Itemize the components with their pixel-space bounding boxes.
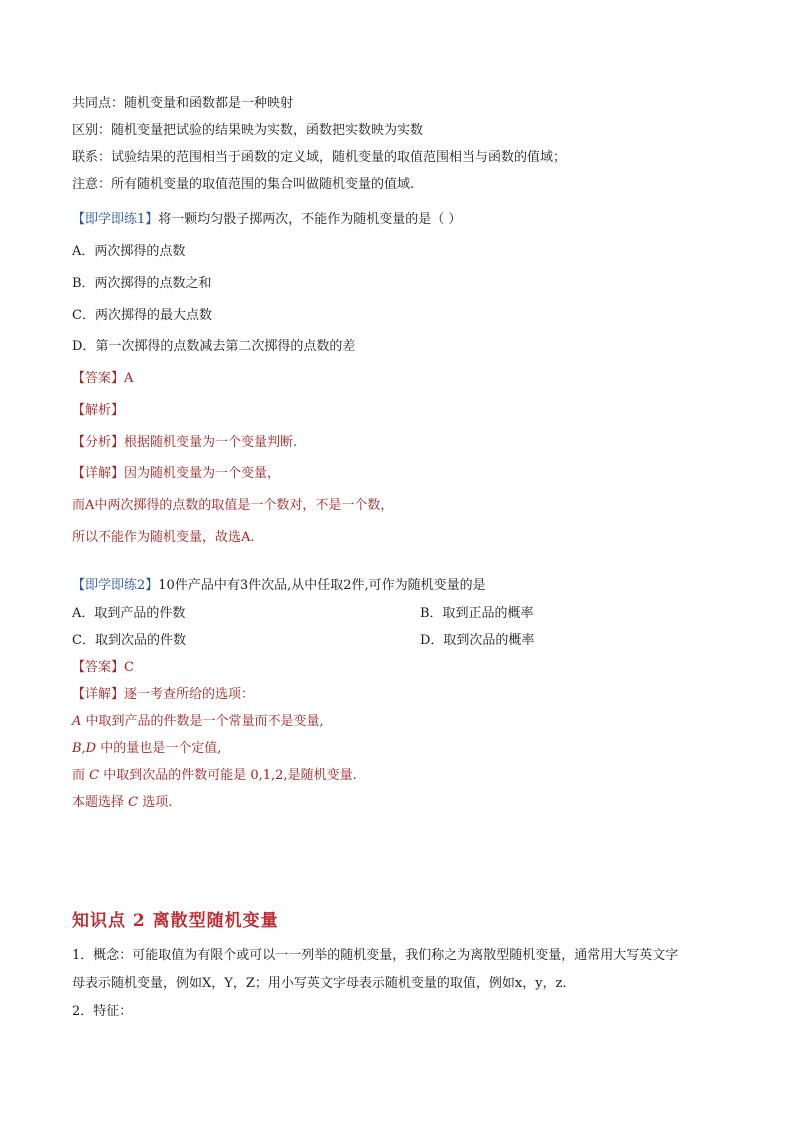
ex2-option-a: A．取到产品的件数: [72, 606, 186, 621]
ex2-line1-var: A: [72, 714, 82, 729]
section-para1a: 1．概念：可能取值为有限个或可以一一列举的随机变量，我们称之为离散型随机变量，通常用大写英文字: [72, 948, 679, 963]
section-para1b: 母表示随机变量，例如X，Y，Z；用小写英文字母表示随机变量的取值，例如x，y，z.: [72, 976, 567, 991]
compare-link: 联系：试验结果的范围相当于函数的定义域，随机变量的取值范围相当与函数的值域；: [72, 150, 567, 165]
ex1-option-b: B．两次掷得的点数之和: [72, 276, 212, 291]
ex2-line2-rest: 中的量也是一个定值,: [96, 741, 222, 756]
compare-diff: 区别：随机变量把试验的结果映为实数，函数把实数映为实数: [72, 123, 424, 138]
ex2-line4-rest: 选项.: [138, 795, 173, 810]
ex2-answer-tag: 【答案】: [72, 660, 125, 675]
ex1-option-c: C．两次掷得的最大点数: [72, 308, 212, 323]
ex2-tag: 【即学即练2】: [72, 578, 159, 593]
ex1-question: 将一颗均匀骰子掷两次，不能作为随机变量的是（ ）: [158, 212, 462, 227]
ex1-analysis-line: [72, 435, 297, 451]
ex1-analysis-tag: 【分析】: [72, 435, 125, 450]
ex2-option-b: B．取到正品的概率: [420, 606, 534, 621]
ex1-detail: 因为随机变量为一个变量，: [124, 466, 281, 481]
ex2-detail-line: [72, 687, 254, 703]
ex2-detail: 逐一考查所给的选项：: [124, 687, 255, 702]
ex2-detail-tag: 【详解】: [72, 687, 125, 702]
ex1-option-d: D．第一次掷得的点数减去第二次掷得的点数的差: [72, 339, 356, 354]
ex1-detail3: 所以不能作为随机变量，故选A.: [72, 530, 255, 545]
ex2-line4-var: C: [128, 795, 139, 810]
ex2-line1-rest: 中取到产品的件数是一个常量而不是变量,: [81, 714, 324, 729]
ex1-detail2: 而A中两次掷得的点数的取值是一个数对，不是一个数，: [72, 498, 394, 513]
compare-same: 共同点：随机变量和函数都是一种映射: [72, 96, 294, 111]
ex1-answer-line: [72, 371, 133, 387]
section-para2: 2．特征：: [72, 1004, 133, 1019]
ex2-line3-pre: 而: [72, 768, 90, 783]
ex2-detail-line2: [72, 741, 221, 757]
ex2-line2-var: B,D: [72, 741, 97, 756]
ex2-options-row1: [72, 606, 732, 622]
ex1-tag: 【即学即练1】: [72, 212, 159, 227]
section-heading: 知识点 2 离散型随机变量: [72, 911, 279, 931]
ex2-line3-var: C: [89, 768, 100, 783]
ex1-option-a: A．两次掷得的点数: [72, 244, 186, 259]
ex2-detail-line1: [72, 714, 324, 730]
ex1-detail-line: [72, 466, 280, 482]
ex1-answer: A: [124, 371, 134, 386]
ex2-question-line: [72, 578, 486, 594]
ex2-option-c: C．取到次品的件数: [72, 633, 186, 648]
ex1-jiexi: 【解析】: [72, 403, 125, 418]
ex2-line3-rest: 中取到次品的件数可能是 0,1,2,是随机变量.: [99, 768, 357, 783]
ex1-detail-tag: 【详解】: [72, 466, 125, 481]
ex1-answer-tag: 【答案】: [72, 371, 125, 386]
ex2-detail-line4: [72, 795, 172, 811]
ex2-question: 10件产品中有3件次品,从中任取2件,可作为随机变量的是: [158, 578, 486, 593]
ex2-answer: C: [124, 660, 134, 675]
compare-note: 注意：所有随机变量的取值范围的集合叫做随机变量的值域.: [72, 177, 415, 192]
ex2-line4-pre: 本题选择: [72, 795, 129, 810]
ex2-detail-line3: [72, 768, 357, 784]
ex2-answer-line: [72, 660, 134, 676]
ex2-options-row2: [72, 633, 732, 649]
ex1-question-line: [72, 212, 461, 228]
ex1-analysis: 根据随机变量为一个变量判断.: [124, 435, 298, 450]
ex2-option-d: D．取到次品的概率: [420, 633, 535, 648]
